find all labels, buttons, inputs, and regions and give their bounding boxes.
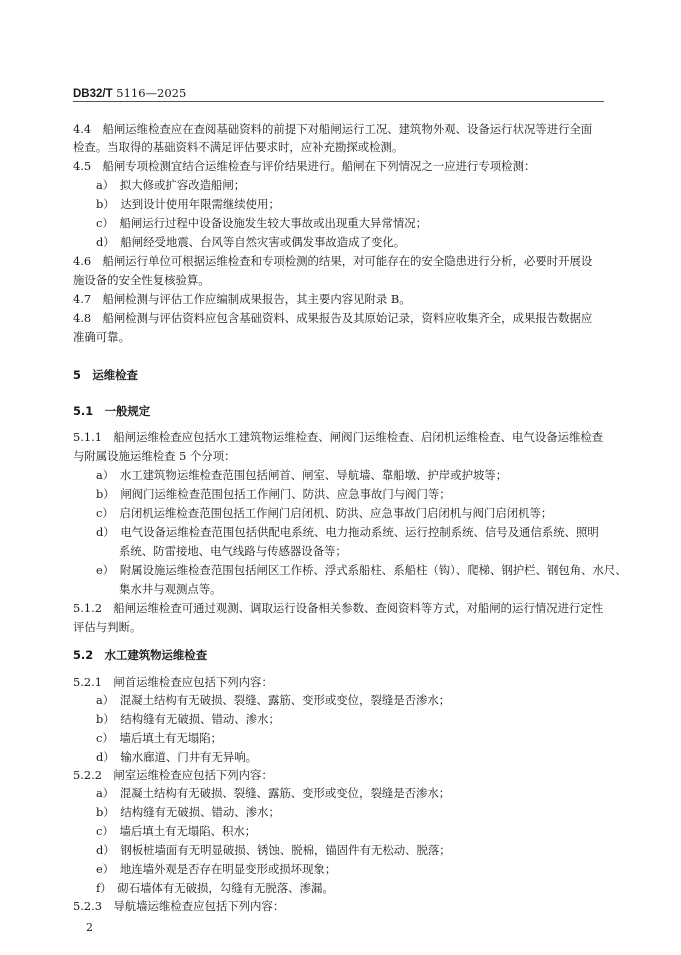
list-item: a） 混凝土结构有无破损、裂缝、露筋、变形或变位，裂缝是否渗水； <box>96 693 451 707</box>
section-5-2-heading: 5.2 水工建筑物运维检查 <box>73 648 208 662</box>
list-item: d） 钢板桩墙面有无明显破损、锈蚀、脱棉，锚固件有无松动、脱落； <box>96 843 451 857</box>
clause-5-2-3: 5.2.3 导航墙运维检查应包括下列内容： <box>73 899 285 913</box>
list-item: b） 结构缝有无破损、错动、渗水； <box>96 712 280 726</box>
clause-5-1-2-line-1: 5.1.2 船闸运维检查可通过观测、调取运行设备相关参数、查阅资料等方式，对船闸的运行情况进行定性 <box>73 601 604 615</box>
section-5-1-heading: 5.1 一般规定 <box>73 404 151 418</box>
list-item: a） 混凝土结构有无破损、裂缝、露筋、变形或变位，裂缝是否渗水； <box>96 786 451 800</box>
clause-4-8-line-2: 准确可靠。 <box>73 330 130 344</box>
clause-4-4-line-2: 检查。当取得的基础资料不满足评估要求时，应补充勘探或检测。 <box>73 140 404 154</box>
list-item: e） 附属设施运维检查范围包括闸区工作桥、浮式系船柱、系船柱（钩）、爬梯、钢护栏、钢包角、水尺、 <box>96 563 627 577</box>
list-item: d） 电气设备运维检查范围包括供配电系统、电力拖动系统、运行控制系统、信号及通信系统、照明 <box>96 525 599 539</box>
section-5-heading: 5 运维检查 <box>73 368 138 382</box>
clause-4-8-line-1: 4.8 船闸检测与评估资料应包含基础资料、成果报告及其原始记录，资料应收集齐全，成果报告数据应 <box>73 311 593 325</box>
list-item: b） 结构缝有无破损、错动、渗水； <box>96 805 280 819</box>
list-item: a） 拟大修或扩容改造船闸； <box>96 178 246 192</box>
list-item: a） 水工建筑物运维检查范围包括闸首、闸室、导航墙、靠船墩、护岸或护坡等； <box>96 468 508 482</box>
list-item: c） 墙后填土有无塌陷、积水； <box>96 824 257 838</box>
page-number: 2 <box>86 921 93 934</box>
clause-5-2-1: 5.2.1 闸首运维检查应包括下列内容： <box>73 675 273 689</box>
clause-5-2-2: 5.2.2 闸室运维检查应包括下列内容： <box>73 768 273 782</box>
list-item-continuation: 系统、防雷接地、电气线路与传感器设备等； <box>119 544 347 558</box>
clause-4-6-line-1: 4.6 船闸运行单位可根据运维检查和专项检测的结果，对可能存在的安全隐患进行分析，必要时开展设 <box>73 254 593 268</box>
header-rule <box>73 101 604 102</box>
list-item: c） 墙后填土有无塌陷； <box>96 731 222 745</box>
clause-4-5: 4.5 船闸专项检测宜结合运维检查与评价结果进行。船闸在下列情况之一应进行专项检测： <box>73 159 536 173</box>
list-item: b） 闸阀门运维检查范围包括工作闸门、防洪、应急事故门与阀门等； <box>96 487 451 501</box>
list-item: b） 达到设计使用年限需继续使用； <box>96 197 280 211</box>
clause-4-4-line-1: 4.4 船闸运维检查应在查阅基础资料的前提下对船闸运行工况、建筑物外观、设备运行状况等进行全面 <box>73 122 593 136</box>
clause-5-1-2-line-2: 评估与判断。 <box>73 620 142 634</box>
document-code: DB32/T 5116—2025 <box>73 86 187 100</box>
clause-5-1-1-line-2: 与附属设施运维检查 5 个分项： <box>73 449 236 463</box>
clause-4-6-line-2: 施设备的安全性复核验算。 <box>73 273 210 287</box>
clause-4-7: 4.7 船闸检测与评估工作应编制成果报告，其主要内容见附录 B。 <box>73 292 411 306</box>
list-item: f） 砌石墙体有无破损，勾缝有无脱落、渗漏。 <box>96 881 334 895</box>
list-item: d） 船闸经受地震、台风等自然灾害或偶发事故造成了变化。 <box>96 235 406 249</box>
list-item: c） 船闸运行过程中设备设施发生较大事故或出现重大异常情况； <box>96 216 428 230</box>
list-item: d） 输水廊道、门井有无异响。 <box>96 750 258 764</box>
clause-5-1-1-line-1: 5.1.1 船闸运维检查应包括水工建筑物运维检查、闸阀门运维检查、启闭机运维检查、电气设备运维检查 <box>73 430 604 444</box>
list-item: e） 地连墙外观是否存在明显变形或损坏现象； <box>96 862 337 876</box>
list-item-continuation: 集水井与观测点等。 <box>119 582 222 596</box>
list-item: c） 启闭机运维检查范围包括工作闸门启闭机、防洪、应急事故门启闭机与阀门启闭机等； <box>96 506 553 520</box>
